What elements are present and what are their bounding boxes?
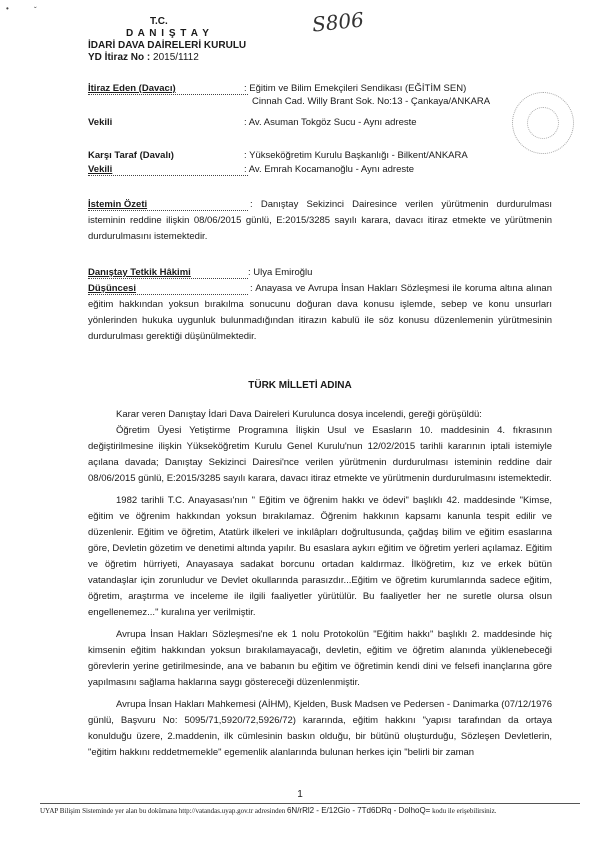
footer-right: kodu ile erişebilirsiniz. bbox=[432, 807, 497, 815]
corner-mark: • bbox=[6, 4, 9, 13]
paragraph: Avrupa İnsan Hakları Sözleşmesi'ne ek 1 nolu Protokolün "Eğitim hakkı" başlıklı 2. maddesinde hiç kimsenin eğitim hakkından yoksun bırakılamayacağı, devletin, eğitim ve öğretim alanında yüklenebeceği görevlerin yerine getirilmesinde, ana ve babanın bu eğitim ve öğretimin kendi dini ve felsefi inançlarına göre yapılmasını sağlama haklarına saygı göstereceği düzenlenmiştir. bbox=[88, 629, 552, 688]
document-title: TÜRK MİLLETİ ADINA bbox=[248, 380, 352, 391]
footer-text bbox=[40, 806, 496, 816]
paragraph: Karar veren Danıştay İdari Dava Daireleri Kurulunca dosya incelendi, gereği görüşüldü: bbox=[116, 409, 482, 420]
yd-itiraz-no bbox=[88, 52, 199, 64]
label-rule bbox=[88, 94, 248, 95]
tetkik-hakimi-label: Danıştay Tetkik Hâkimi bbox=[88, 267, 191, 278]
tetkik-hakimi-value: : Ulya Emiroğlu bbox=[248, 267, 313, 278]
paragraph: Avrupa İnsan Hakları Mahkemesi (AİHM), Kjelden, Busk Madsen ve Pedersen - Danimarka (07/12/1976 günlü, Başvuru No: 5095/71,5920/72,5926/72) kararında, eğitim hakkını "yapısı tarafından da ortaya konulduğu üzere, 2.maddenin, ilk cümlesinin baskın olduğu, bir bütünü oluşturduğu, Sözleşen Devletlerin, "eğitim hakkını reddetmemekle" egemenlik alanlarında bulunan herkes için "belirli bir zaman bbox=[88, 699, 552, 758]
page-number: 1 bbox=[0, 789, 600, 800]
dusuncesi-text: : Anayasa ve Avrupa İnsan Hakları Sözleşmesi ile koruma altına alınan eğitim hakkından yoksun bırakılma sonucunu doğuran dava konusu işlemde, sebep ve konu unsurları yönlerinden hukuka uygunluk bulunmadığından itirazın kabulü ile söz konusu düzenlemenin yürütmesinin durdurulması gerektiği düşünülmektedir. bbox=[88, 283, 552, 342]
paragraph: Öğretim Üyesi Yetiştirme Programına İlişkin Usul ve Esasların 10. maddesinin 4. fıkrasının değiştirilmesine ilişkin Yükseköğretim Kurulu Genel Kurulu'nun 12/02/2015 tarihli kararının iptali istemiyle açılana davada; Danıştay Sekizinci Dairesi'nce verilen yürütmenin durdurulması isteminin reddine dair 08/06/2015 günlü, E:2015/3285 sayılı karara, davacı itiraz etmekte ve yürütmenin durdurulmasını istemektedir. bbox=[88, 425, 552, 484]
corner-mark: ˇ bbox=[34, 6, 37, 15]
itiraz-eden-label: İtiraz Eden (Davacı) bbox=[88, 83, 176, 94]
header-kurul: İDARİ DAVA DAİRELERİ KURULU bbox=[88, 40, 247, 51]
decision-body bbox=[88, 407, 552, 761]
vekili2-label: Vekili bbox=[88, 164, 113, 175]
paragraph: 1982 tarihli T.C. Anayasası'nın " Eğitim ve öğrenim hakkı ve ödevi" başlıklı 42. maddesinde "Kimse, eğitim ve öğrenim hakkından yoksun bırakılamaz. Öğrenim hakkının kapsamı kanunla tespit edilir ve düzenlenir. Eğitim ve öğretim, Atatürk ilkeleri ve inkılâpları doğrultusunda, çağdaş bilim ve eğitim esaslarına göre, Devletin gözetim ve denetimi altında yapılır. Bu esaslara aykırı eğitim ve öğretim yerleri açılamaz. Eğitim ve öğretim hürriyeti, Anayasaya sadakat borcunu ortadan kaldırmaz. İlköğretim, kız ve erkek bütün vatandaşlar için zorunludur ve Devlet okullarında parasızdır...Eğitim ve öğretim kurumlarında sadece eğitim, öğretim, araştırma ve inceleme ile ilgili faaliyetler yürütülür. Bu faaliyetler her ne suretle olursa olsun engellenemez..." kuralına yer verilmiştir. bbox=[88, 495, 552, 618]
dusuncesi-label: Düşüncesi bbox=[88, 283, 137, 294]
footer-left: UYAP Bilişim Sisteminde yer alan bu dokümana http://vatandas.uyap.gov.tr adresinden bbox=[40, 807, 286, 815]
vekili-value: : Av. Asuman Tokgöz Sucu - Aynı adreste bbox=[244, 117, 417, 128]
label-rule bbox=[88, 175, 248, 176]
label-rule bbox=[88, 278, 248, 279]
header-tc: T.C. bbox=[150, 16, 168, 27]
itiraz-eden-line2: Cinnah Cad. Willy Brant Sok. No:13 - Çankaya/ANKARA bbox=[252, 96, 491, 107]
itiraz-eden-line1: : Eğitim ve Bilim Emekçileri Sendikası (EĞİTİM SEN) bbox=[244, 83, 467, 94]
vekili2-value: : Av. Emrah Kocamanoğlu - Aynı adreste bbox=[244, 164, 415, 175]
handwritten-number: S806 bbox=[310, 7, 365, 37]
yd-label: YD İtiraz No : bbox=[88, 52, 151, 63]
official-seal bbox=[512, 92, 574, 154]
vekili-label: Vekili bbox=[88, 117, 113, 128]
istemin-ozeti-label: İstemin Özeti bbox=[88, 199, 148, 210]
header-danistay: D A N I Ş T A Y bbox=[126, 28, 210, 39]
karsi-taraf-value: : Yükseköğretim Kurulu Başkanlığı - Bilkent/ANKARA bbox=[244, 150, 468, 161]
istemin-ozeti-text: : Danıştay Sekizinci Dairesince verilen yürütmenin durdurulması isteminin reddine ilişkin 08/06/2015 günlü, E:2015/3285 sayılı karara, davacı itiraz etmekte ve yürütmenin durdurulmasını istemektedir. bbox=[88, 199, 552, 242]
footer-rule bbox=[40, 803, 580, 804]
footer-access-code: 6N/rRl2 - E/12Gio - 7Td6DRq - DolhoQ= bbox=[286, 806, 431, 815]
yd-number: 2015/1112 bbox=[153, 52, 199, 63]
karsi-taraf-label: Karşı Taraf (Davalı) bbox=[88, 150, 174, 161]
